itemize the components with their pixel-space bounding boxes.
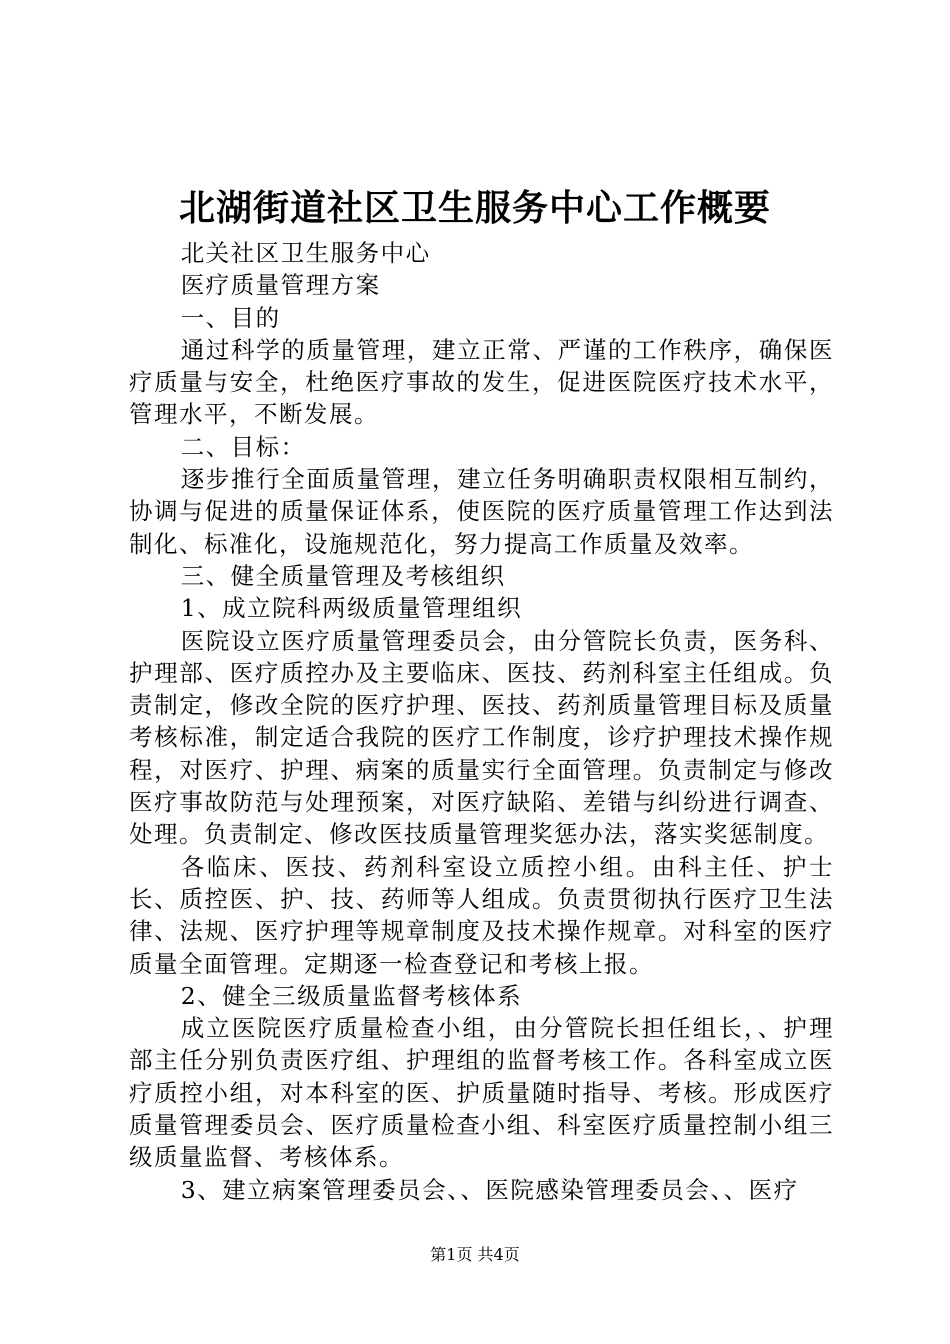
subheading-three-level-system: 2、健全三级质量监督考核体系 — [180, 981, 523, 1010]
section-heading-goal: 二、目标： — [180, 432, 306, 461]
subheading-two-level-organization: 1、成立院科两级质量管理组织 — [180, 594, 523, 623]
page-footer: 第1页 共4页 — [430, 1245, 520, 1264]
paragraph-quality-committee: 医院设立医疗质量管理委员会，由分管院长负责，医务科、护理部、医疗质控办及主要临床、医技、药剂科室主任组成。负责制定，修改全院的医疗护理、医技、药剂质量管理目标及质量考核标准，制定适合我院的医疗工作制度，诊疗护理技术操作规程，对医疗、护理、病案的质量实行全面管理。负责制定与修改医疗事故防范与处理预案，对医疗缺陷、差错与纠纷进行调查、处理。负责制定、修改医技质量管理奖惩办法，落实奖惩制度。 — [129, 626, 834, 849]
document-title: 北湖街道社区卫生服务中心工作概要 — [178, 187, 771, 229]
paragraph-goal: 逐步推行全面质量管理，建立任务明确职责权限相互制约，协调与促进的质量保证体系，使医院的医疗质量管理工作达到法制化、标准化，设施规范化，努力提高工作质量及效率。 — [129, 465, 834, 558]
paragraph-plan-title: 医疗质量管理方案 — [180, 271, 381, 300]
paragraph-department-groups: 各临床、医技、药剂科室设立质控小组。由科主任、护士长、质控医、护、技、药师等人组成。负责贯彻执行医疗卫生法律、法规、医疗护理等规章制度及技术操作规章。对科室的医疗质量全面管理。定期逐一检查登记和考核上报。 — [129, 852, 834, 978]
section-heading-purpose: 一、目的 — [180, 303, 281, 332]
paragraph-committees: 3、建立病案管理委员会、、医院感染管理委员会、、医疗 — [180, 1175, 799, 1204]
paragraph-center-name: 北关社区卫生服务中心 — [180, 239, 431, 267]
section-heading-organization: 三、健全质量管理及考核组织 — [180, 561, 506, 590]
paragraph-inspection-team: 成立医院医疗质量检查小组，由分管院长担任组长，、护理部主任分别负责医疗组、护理组的监督考核工作。各科室成立医疗质控小组，对本科室的医、护质量随时指导、考核。形成医疗质量管理委员会、医疗质量检查小组、科室医疗质量控制小组三级质量监督、考核体系。 — [129, 1014, 834, 1172]
paragraph-purpose: 通过科学的质量管理，建立正常、严谨的工作秩序，确保医疗质量与安全，杜绝医疗事故的发生，促进医院医疗技术水平，管理水平，不断发展。 — [129, 335, 834, 429]
document-body — [129, 237, 834, 1206]
